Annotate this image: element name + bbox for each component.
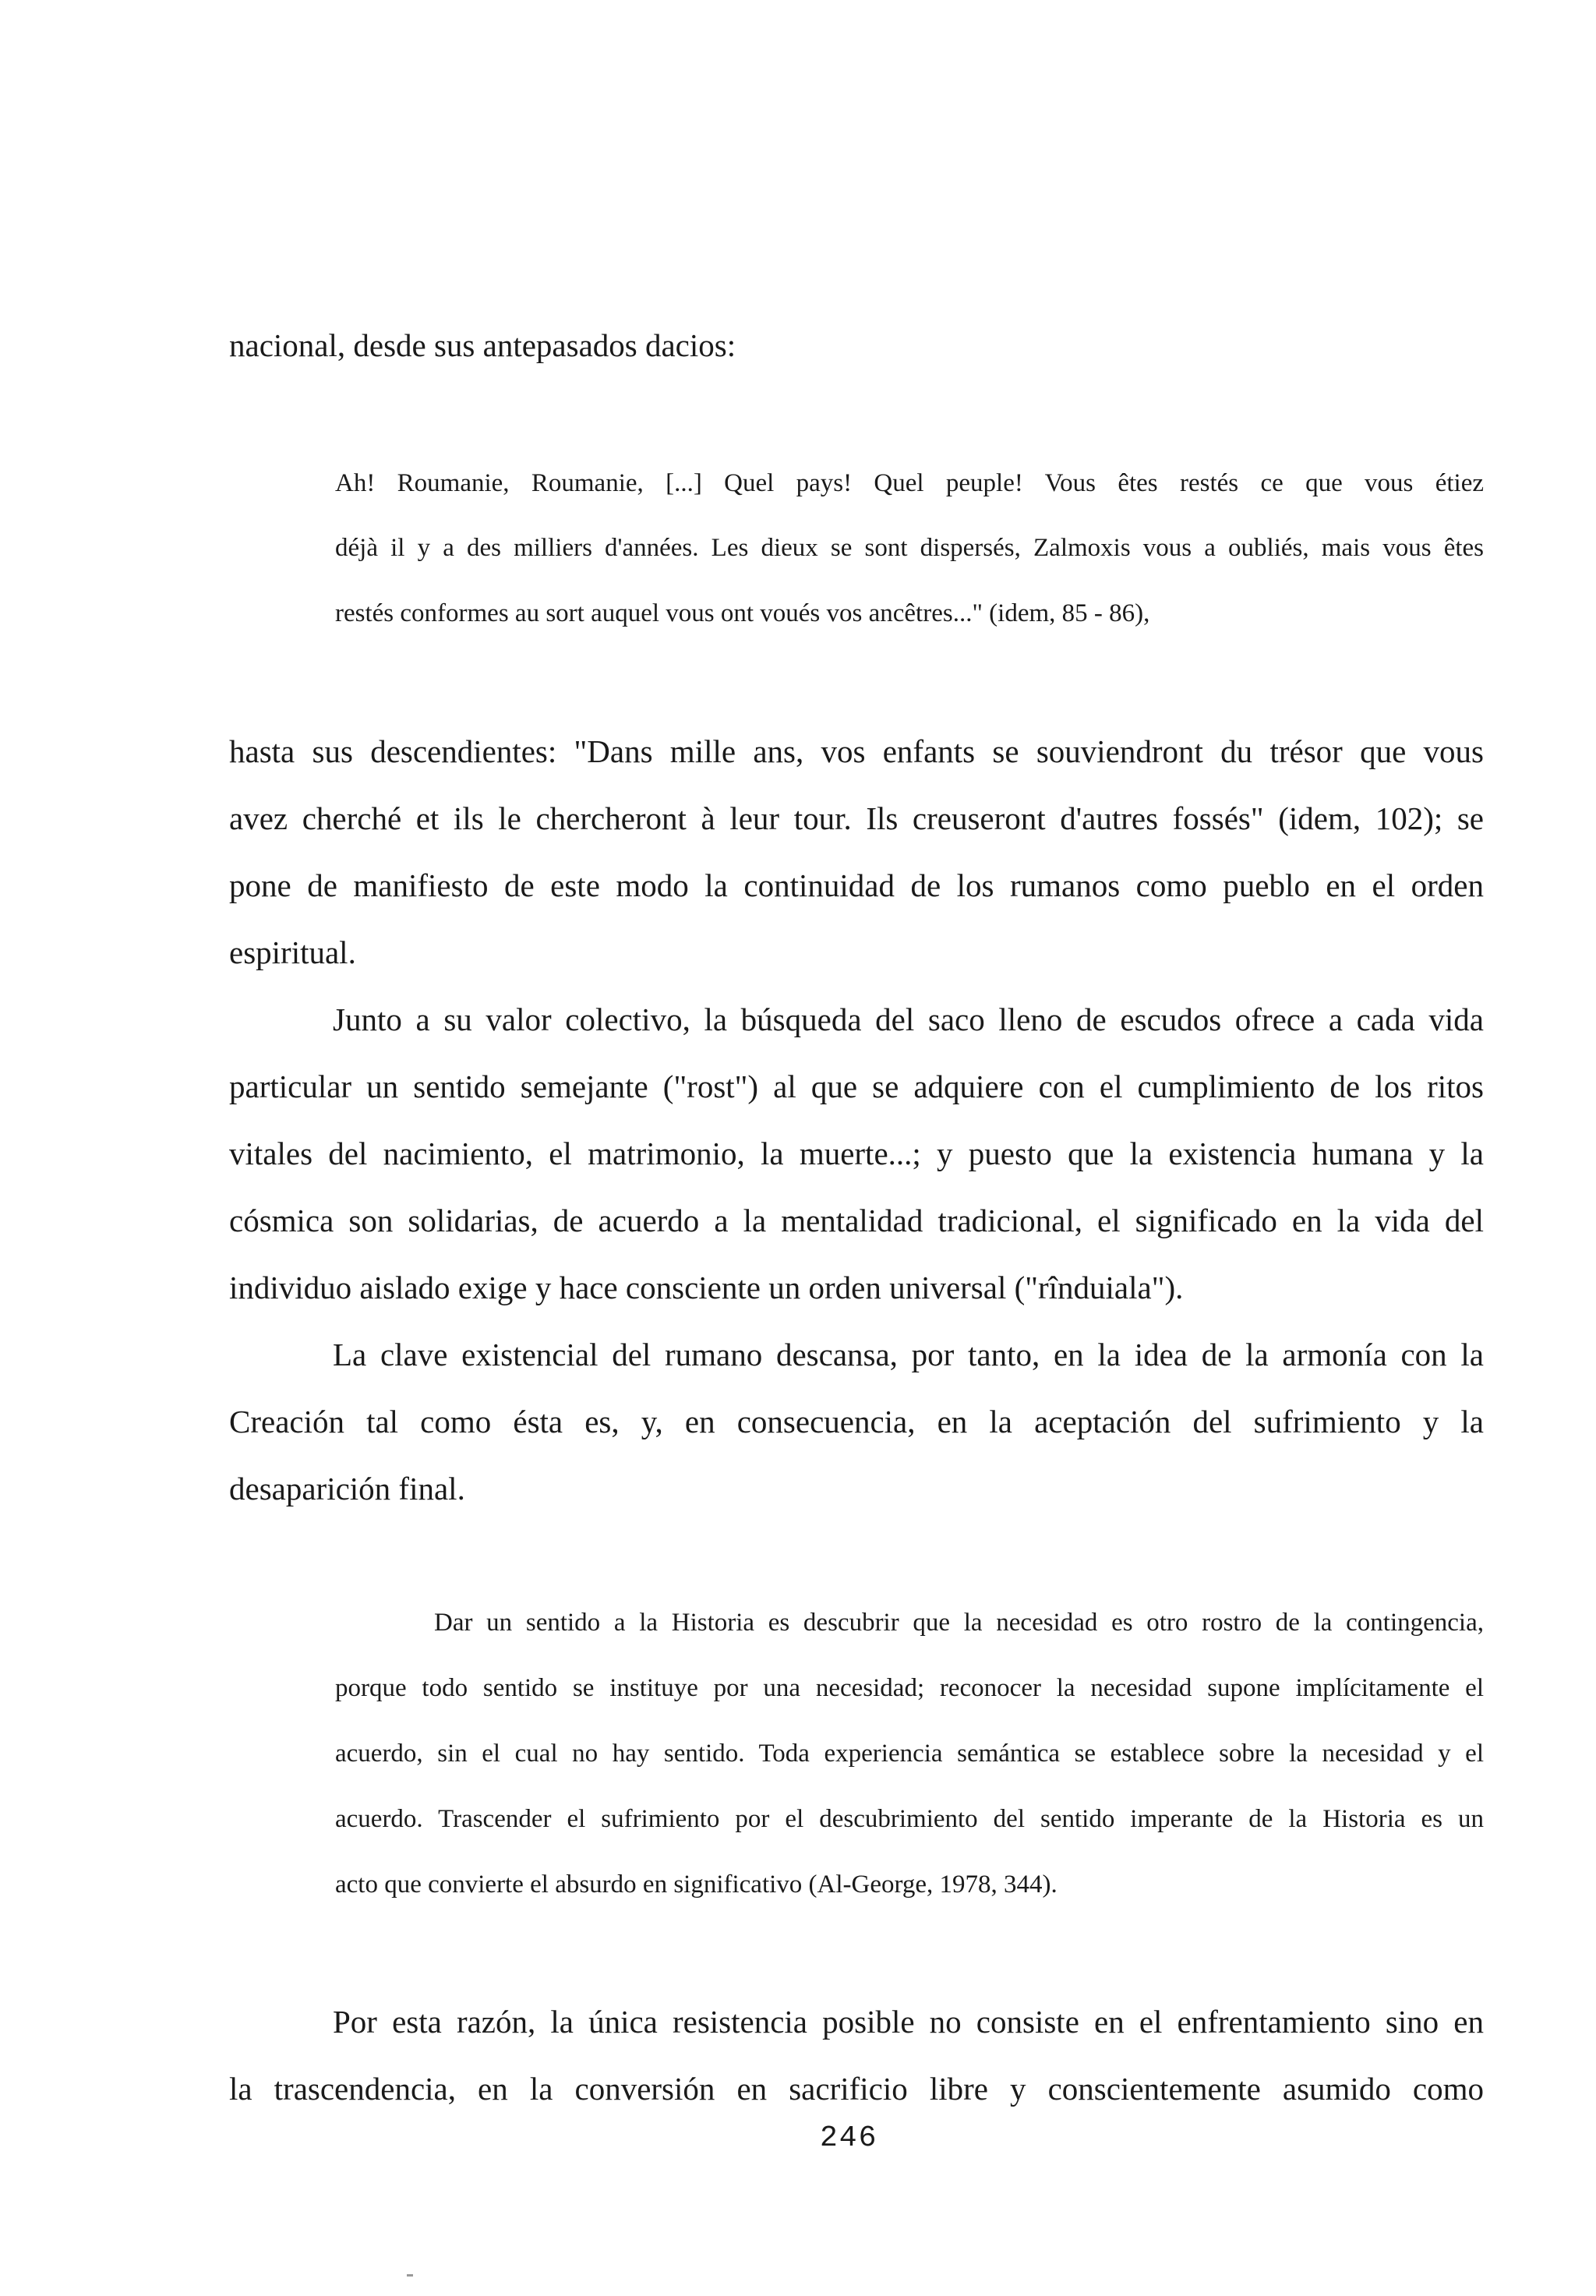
quote-line: restés conformes au sort auquel vous ont voués vos ancêtres..." (idem, 85 - 86),: [335, 599, 1150, 627]
paragraph-line: cósmica son solidarias, de acuerdo a la mentalidad tradicional, el significado en la vida del: [229, 1203, 1484, 1238]
quote-line: Ah! Roumanie, Roumanie, [...] Quel pays! Quel peuple! Vous êtes restés ce que vous étiez: [335, 469, 1484, 497]
paragraph-line: nacional, desde sus antepasados dacios:: [229, 327, 736, 363]
quote-line: déjà il y a des milliers d'années. Les dieux se sont dispersés, Zalmoxis vous a oubliés, mais vous êtes: [335, 534, 1484, 562]
paragraph-line: vitales del nacimiento, el matrimonio, la muerte...; y puesto que la existencia humana y la: [229, 1136, 1484, 1171]
scan-speck: [407, 2274, 413, 2277]
quote-line: acuerdo, sin el cual no hay sentido. Toda experiencia semántica se establece sobre la necesidad y el: [335, 1740, 1484, 1768]
paragraph-line: espiritual.: [229, 934, 356, 970]
quote-line: Dar un sentido a la Historia es descubrir que la necesidad es otro rostro de la contingencia,: [434, 1609, 1484, 1637]
paragraph-line: particular un sentido semejante ("rost") al que se adquiere con el cumplimiento de los ritos: [229, 1069, 1484, 1104]
paragraph-line: la trascendencia, en la conversión en sacrificio libre y conscientemente asumido como: [229, 2071, 1484, 2107]
paragraph-line: pone de manifiesto de este modo la continuidad de los rumanos como pueblo en el orden: [229, 867, 1484, 903]
paragraph-line: individuo aislado exige y hace consciente un orden universal ("rînduiala").: [229, 1270, 1184, 1305]
quote-line: acto que convierte el absurdo en significativo (Al-George, 1978, 344).: [335, 1870, 1058, 1899]
paragraph-line: avez cherché et ils le chercheront à leur tour. Ils creuseront d'autres fossés" (idem, 102); se: [229, 800, 1484, 836]
page-number: 246: [820, 2121, 878, 2155]
paragraph-line: La clave existencial del rumano descansa, por tanto, en la idea de la armonía con la: [333, 1337, 1484, 1372]
quote-line: acuerdo. Trascender el sufrimiento por el descubrimiento del sentido imperante de la Historia es un: [335, 1805, 1484, 1833]
paragraph-line: Junto a su valor colectivo, la búsqueda del saco lleno de escudos ofrece a cada vida: [333, 1001, 1484, 1037]
paragraph-line: desaparición final.: [229, 1471, 465, 1507]
paragraph-line: Por esta razón, la única resistencia posible no consiste en el enfrentamiento sino en: [333, 2004, 1484, 2040]
paragraph-line: Creación tal como ésta es, y, en consecuencia, en la aceptación del sufrimiento y la: [229, 1404, 1484, 1439]
quote-line: porque todo sentido se instituye por una necesidad; reconocer la necesidad supone implícitamente el: [335, 1674, 1484, 1702]
paragraph-line: hasta sus descendientes: "Dans mille ans, vos enfants se souviendront du trésor que vous: [229, 733, 1484, 769]
